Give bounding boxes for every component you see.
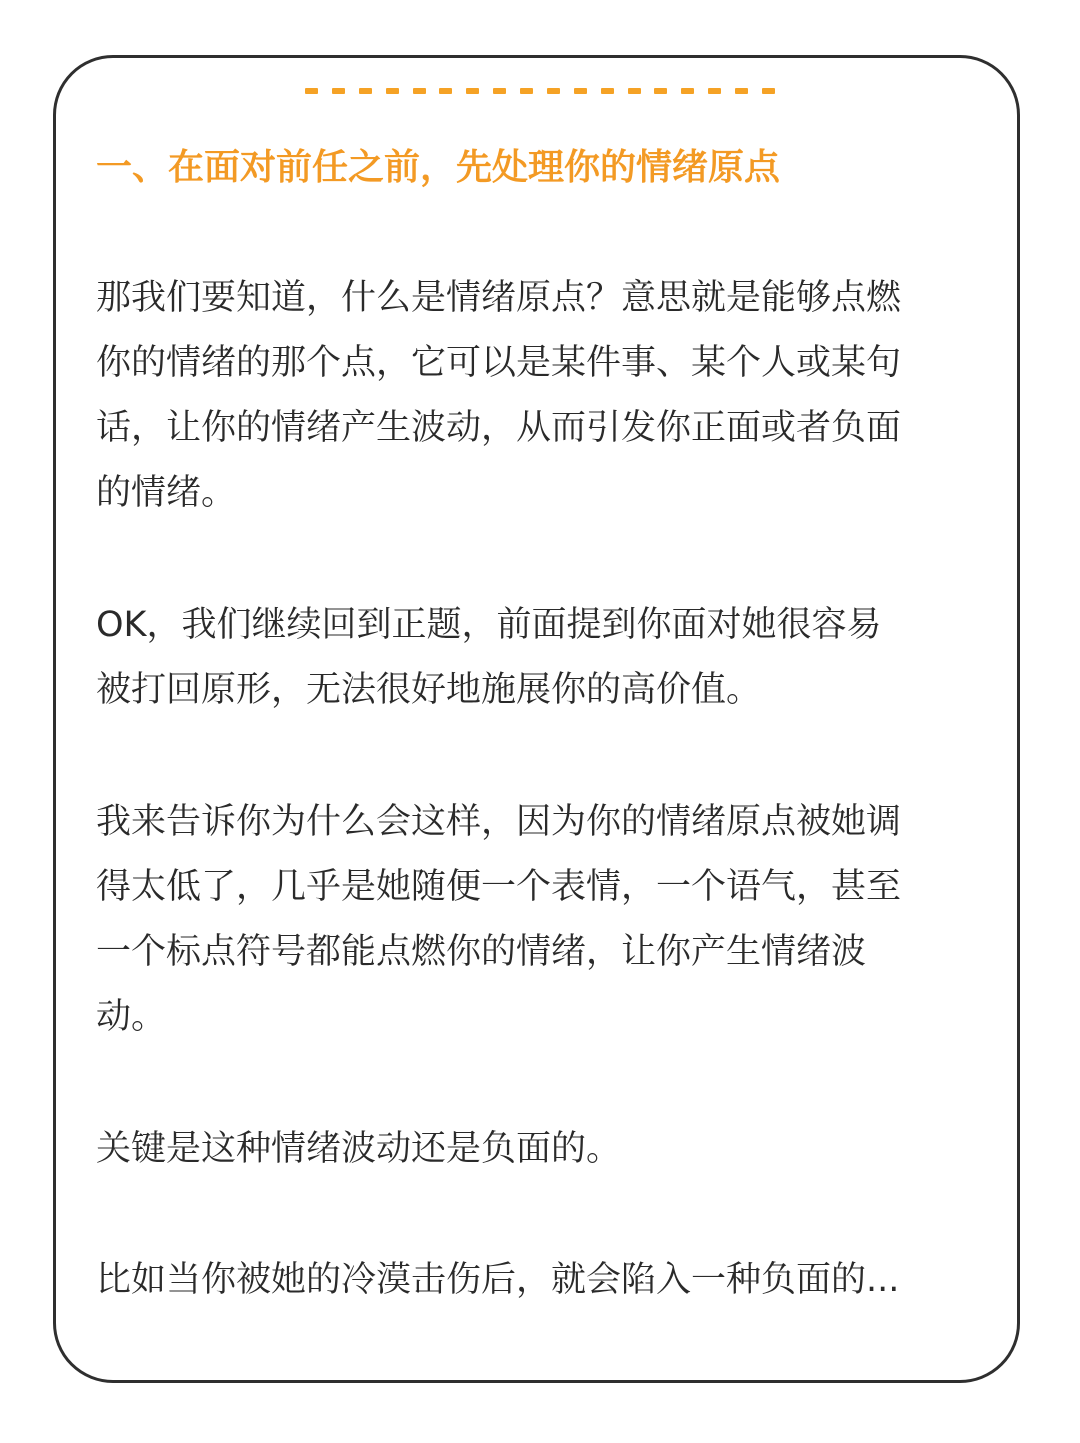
paragraph-line: 比如当你被她的冷漠击伤后，就会陷入一种负面的... [96,1260,900,1300]
paragraph-line: 话，让你的情绪产生波动，从而引发你正面或者负面 [96,408,902,448]
paragraph-line: 一个标点符号都能点燃你的情绪，让你产生情绪波 [96,932,867,972]
paragraph-line: 那我们要知道，什么是情绪原点？意思就是能够点燃 [96,278,902,318]
paragraph-3 [96,790,986,1050]
section-heading: 一、在面对前任之前，先处理你的情绪原点 [96,147,781,188]
decorative-dashed-line [305,88,775,96]
paragraph-line: 的情绪。 [96,473,237,513]
paragraph-2 [96,593,986,723]
paragraph-line: 动。 [96,997,167,1037]
paragraph-1 [96,266,986,526]
paragraph-line: 得太低了，几乎是她随便一个表情，一个语气，甚至 [96,867,902,907]
paragraph-line: 我来告诉你为什么会这样，因为你的情绪原点被她调 [96,802,902,842]
paragraph-line: OK，我们继续回到正题，前面提到你面对她很容易 [96,605,882,645]
paragraph-4 [96,1117,986,1182]
paragraph-5 [96,1248,986,1313]
paragraph-line: 关键是这种情绪波动还是负面的。 [96,1129,622,1169]
paragraph-line: 被打回原形，无法很好地施展你的高价值。 [96,670,762,710]
paragraph-line: 你的情绪的那个点，它可以是某件事、某个人或某句 [96,343,902,383]
